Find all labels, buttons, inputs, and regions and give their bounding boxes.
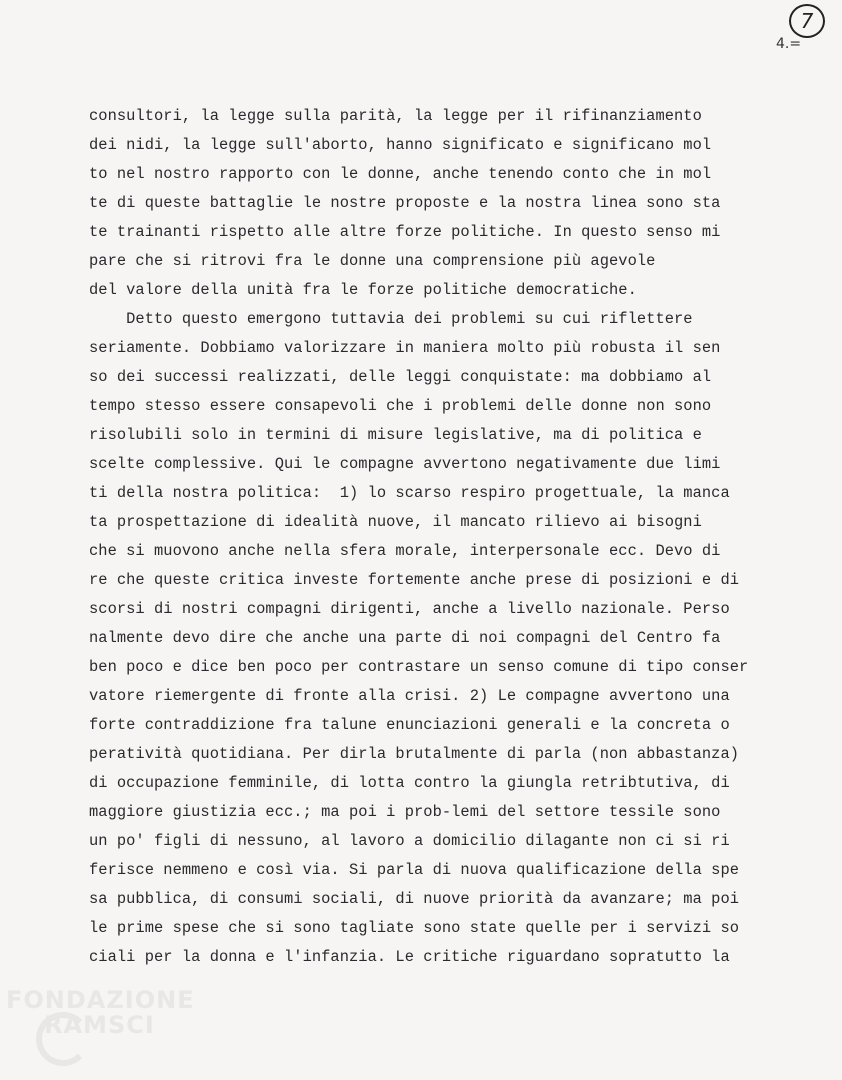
text-line: maggiore giustizia ecc.; ma poi i prob-lemi del settore tessile sono xyxy=(89,803,721,821)
text-line: le prime spese che si sono tagliate sono state quelle per i servizi so xyxy=(89,919,740,937)
text-line: to nel nostro rapporto con le donne, anche tenendo conto che in mol xyxy=(89,165,712,183)
text-line: ferisce nemmeno e così via. Si parla di nuova qualificazione della spe xyxy=(89,861,740,879)
text-line: nalmente devo dire che anche una parte di noi compagni del Centro fa xyxy=(89,629,721,647)
text-line: tempo stesso essere consapevoli che i problemi delle donne non sono xyxy=(89,397,712,415)
text-line: vatore riemergente di fronte alla crisi. 2) Le compagne avvertono una xyxy=(89,687,730,705)
text-line: ben poco e dice ben poco per contrastare un senso comune di tipo conser xyxy=(89,658,749,676)
text-line: re che queste critica investe fortemente anche prese di posizioni e di xyxy=(89,571,740,589)
text-line: ciali per la donna e l'infanzia. Le critiche riguardano sopratutto la xyxy=(89,948,730,966)
watermark-logo xyxy=(6,988,195,1038)
text-line: te trainanti rispetto alle altre forze politiche. In questo senso mi xyxy=(89,223,721,241)
text-line: dei nidi, la legge sull'aborto, hanno significato e significano mol xyxy=(89,136,712,154)
text-line: del valore della unità fra le forze politiche democratiche. xyxy=(89,281,637,299)
text-line: scorsi di nostri compagni dirigenti, anche a livello nazionale. Perso xyxy=(89,600,730,618)
watermark-line-2: RAMSCI xyxy=(44,1011,155,1039)
text-line: sa pubblica, di consumi sociali, di nuove priorità da avanzare; ma poi xyxy=(89,890,740,908)
text-line: peratività quotidiana. Per dirla brutalmente di parla (non abbastanza) xyxy=(89,745,740,763)
text-line: di occupazione femminile, di lotta contro la giungla retribtutiva, di xyxy=(89,774,730,792)
g-logo-icon xyxy=(36,1012,90,1066)
text-line: te di queste battaglie le nostre proposte e la nostra linea sono sta xyxy=(89,194,721,212)
text-line: ti della nostra politica: 1) lo scarso respiro progettuale, la manca xyxy=(89,484,730,502)
page-number: 4.= xyxy=(776,36,802,52)
text-line: so dei successi realizzati, delle leggi conquistate: ma dobbiamo al xyxy=(89,368,712,386)
text-line: risolubili solo in termini di misure legislative, ma di politica e xyxy=(89,426,702,444)
text-line: scelte complessive. Qui le compagne avvertono negativamente due limi xyxy=(89,455,721,473)
text-line: che si muovono anche nella sfera morale, interpersonale ecc. Devo di xyxy=(89,542,721,560)
text-line: seriamente. Dobbiamo valorizzare in maniera molto più robusta il sen xyxy=(89,339,721,357)
text-line: pare che si ritrovi fra le donne una comprensione più agevole xyxy=(89,252,656,270)
text-line: consultori, la legge sulla parità, la legge per il rifinanziamento xyxy=(89,107,702,125)
text-line: ta prospettazione di idealità nuove, il mancato rilievo ai bisogni xyxy=(89,513,702,531)
text-line: Detto questo emergono tuttavia dei problemi su cui riflettere xyxy=(89,310,693,328)
watermark-line-1: FONDAZIONE xyxy=(6,986,195,1014)
body-text xyxy=(89,104,789,974)
text-line: un po' figli di nessuno, al lavoro a domicilio dilagante non ci si ri xyxy=(89,832,730,850)
circled-page-annotation: 7 xyxy=(789,4,825,38)
text-line: forte contraddizione fra talune enunciazioni generali e la concreta o xyxy=(89,716,730,734)
